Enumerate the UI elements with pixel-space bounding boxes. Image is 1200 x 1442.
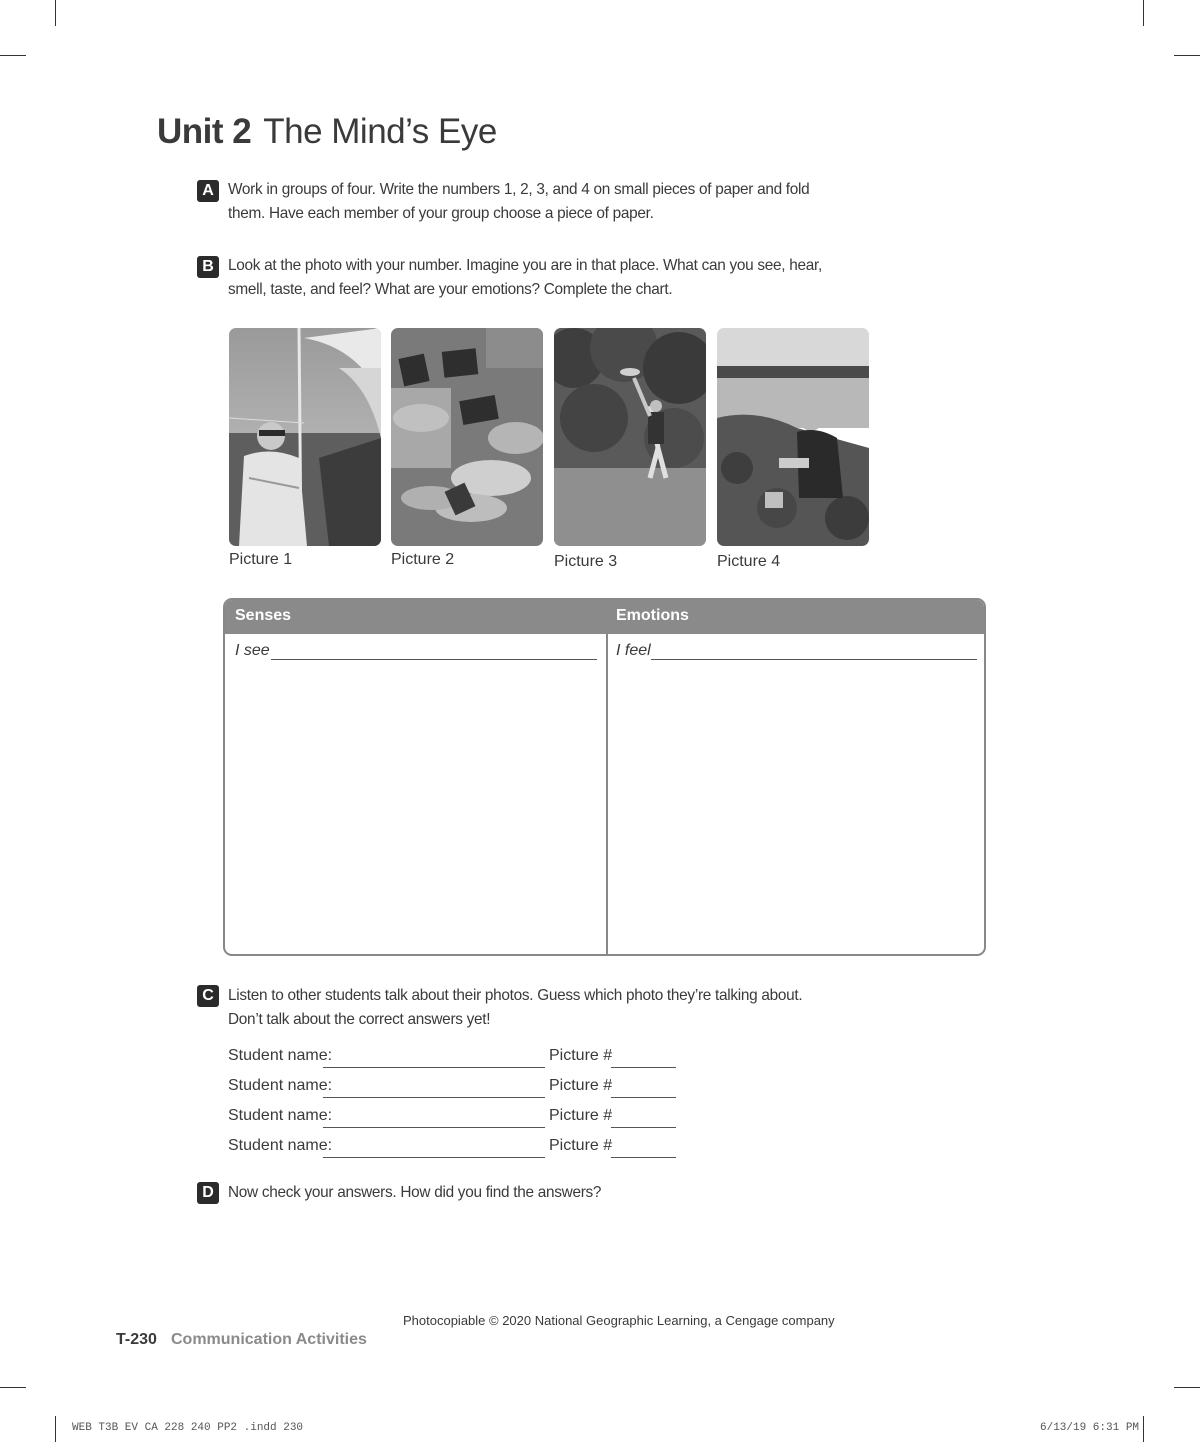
crop-mark — [0, 1387, 26, 1388]
chart-header — [225, 600, 984, 634]
student-name-label: Student name: — [228, 1077, 333, 1094]
activity-c-text — [228, 984, 802, 1032]
unit-title: The Mind’s Eye — [263, 112, 497, 151]
copyright-notice: Photocopiable © 2020 National Geographic Learning, a Cengage company — [403, 1313, 835, 1328]
section-name: Communication Activities — [171, 1331, 367, 1348]
picture-number-label: Picture # — [549, 1107, 613, 1124]
activity-b-line-2: smell, taste, and feel? What are your emotions? Complete the chart. — [228, 281, 673, 298]
prompt-i-see: I see — [235, 642, 270, 659]
picture-3-caption: Picture 3 — [554, 553, 618, 570]
picture-2-photo — [391, 328, 543, 546]
student-name-label: Student name: — [228, 1137, 333, 1154]
chart-header-senses: Senses — [235, 607, 292, 624]
print-slug-file: WEB T3B EV CA 228 240 PP2 .indd 230 — [72, 1422, 304, 1434]
chart-divider — [606, 634, 608, 956]
picture-number-line[interactable] — [611, 1067, 676, 1068]
answer-line-emotions[interactable] — [651, 659, 977, 660]
crop-mark — [1174, 55, 1200, 56]
picture-number-label: Picture # — [549, 1077, 613, 1094]
picture-number-line[interactable] — [611, 1157, 676, 1158]
activity-letter-a: A — [197, 180, 219, 202]
picture-number-label: Picture # — [549, 1137, 613, 1154]
picture-2-caption: Picture 2 — [391, 551, 455, 568]
picture-1-photo — [229, 328, 381, 546]
crop-mark — [55, 0, 56, 26]
activity-a-line-2: them. Have each member of your group choose a piece of paper. — [228, 205, 654, 222]
picture-4-caption: Picture 4 — [717, 553, 781, 570]
unit-label: Unit 2 — [157, 112, 252, 151]
student-name-label: Student name: — [228, 1107, 333, 1124]
print-slug-date: 6/13/19 6:31 PM — [1040, 1422, 1140, 1434]
picture-number-line[interactable] — [611, 1127, 676, 1128]
student-name-line[interactable] — [323, 1067, 545, 1068]
senses-emotions-chart — [223, 598, 986, 956]
crop-mark — [1143, 0, 1144, 26]
activity-letter-d: D — [197, 1182, 219, 1204]
page-title — [157, 112, 497, 152]
chart-header-emotions: Emotions — [616, 607, 689, 624]
page-number: T-230 — [116, 1331, 157, 1348]
answer-line-senses[interactable] — [271, 659, 597, 660]
student-name-label: Student name: — [228, 1047, 333, 1064]
activity-d-text — [228, 1181, 601, 1205]
activity-c-line-2: Don’t talk about the correct answers yet! — [228, 1011, 491, 1028]
student-name-line[interactable] — [323, 1127, 545, 1128]
activity-letter-c: C — [197, 985, 219, 1007]
picture-1-caption: Picture 1 — [229, 551, 293, 568]
picture-number-label: Picture # — [549, 1047, 613, 1064]
crop-mark — [0, 55, 26, 56]
crop-mark — [1174, 1387, 1200, 1388]
activity-b-line-1: Look at the photo with your number. Imagine you are in that place. What can you see, hear, — [228, 257, 822, 274]
student-name-line[interactable] — [323, 1157, 545, 1158]
student-name-line[interactable] — [323, 1097, 545, 1098]
picture-number-line[interactable] — [611, 1097, 676, 1098]
activity-a-text — [228, 178, 809, 226]
picture-4-photo — [717, 328, 869, 546]
activity-a-line-1: Work in groups of four. Write the numbers 1, 2, 3, and 4 on small pieces of paper and fold — [228, 181, 810, 198]
activity-b-text — [228, 254, 822, 302]
picture-3-photo — [554, 328, 706, 546]
crop-mark — [1143, 1416, 1144, 1442]
crop-mark — [55, 1416, 56, 1442]
activity-c-line-1: Listen to other students talk about their photos. Guess which photo they’re talking about. — [228, 987, 803, 1004]
activity-letter-b: B — [197, 256, 219, 278]
prompt-i-feel: I feel — [616, 642, 651, 659]
activity-d-line-1: Now check your answers. How did you find the answers? — [228, 1184, 602, 1201]
